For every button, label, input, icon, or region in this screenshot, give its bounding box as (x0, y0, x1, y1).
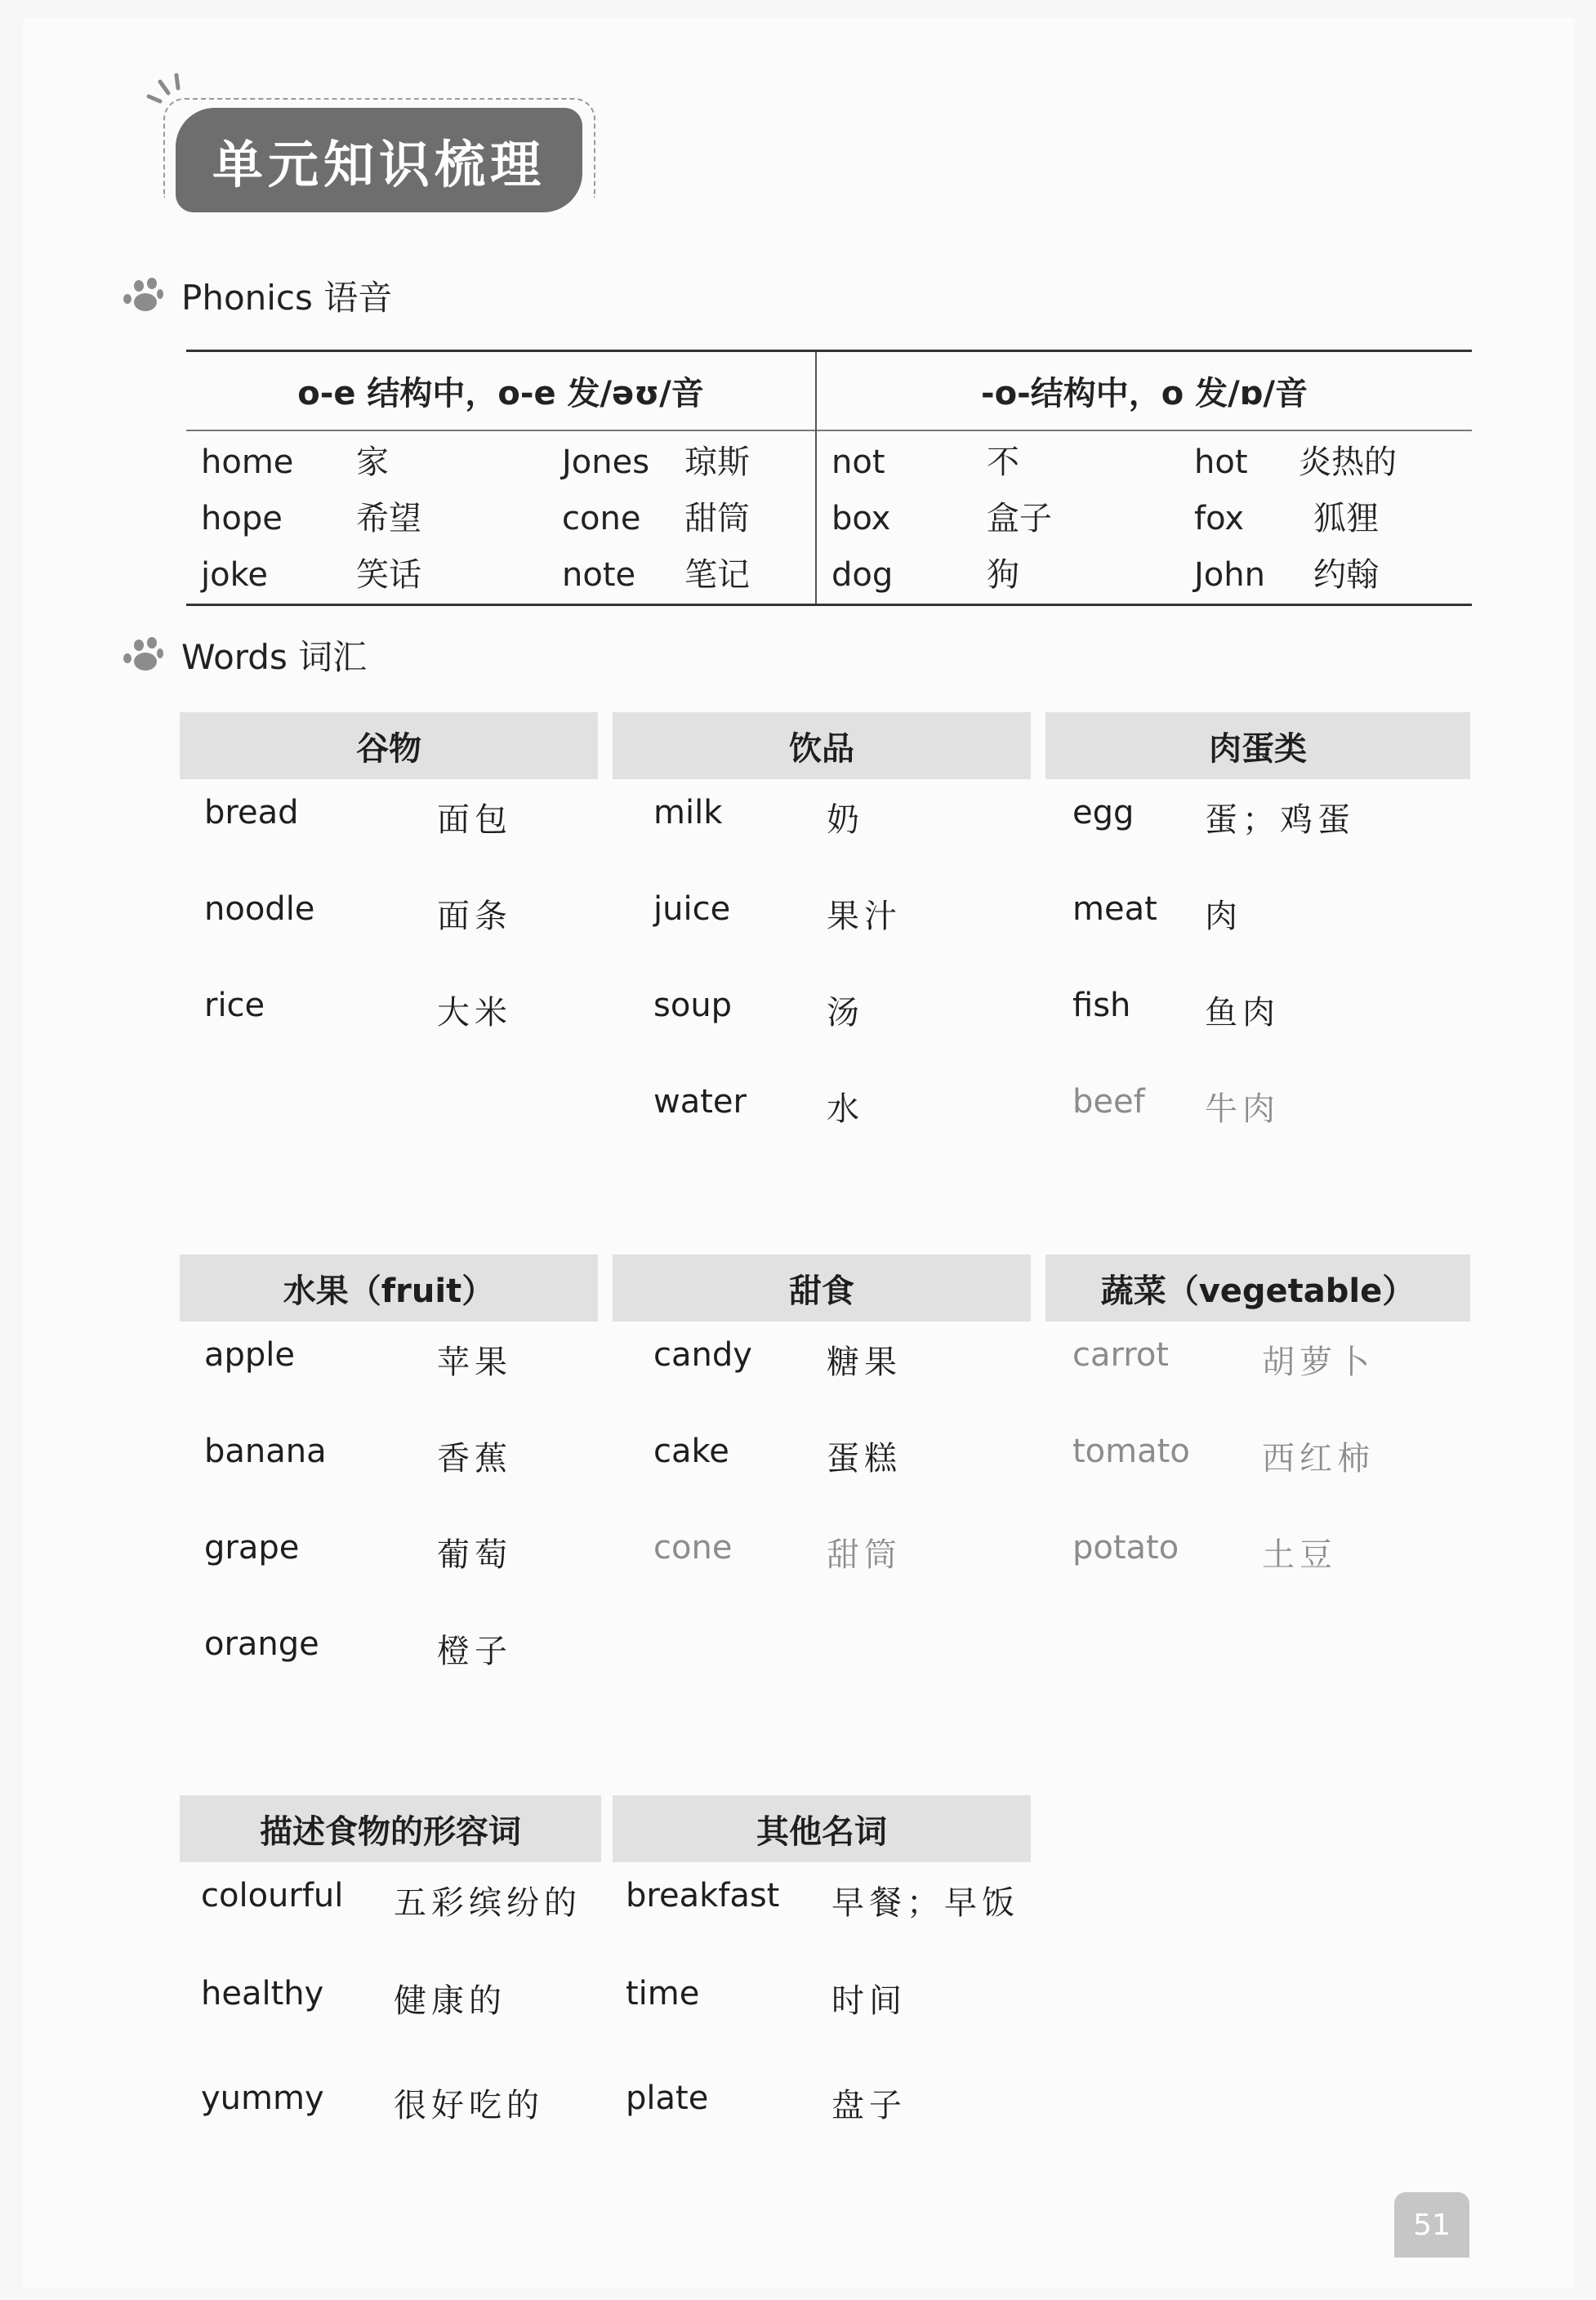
word-zh: 甜筒 (827, 1536, 902, 1574)
word-en: tomato (1072, 1433, 1190, 1470)
word-zh: 水 (827, 1090, 864, 1128)
phonics-word: hot (1194, 444, 1248, 481)
word-zh: 肉 (1205, 898, 1242, 935)
phonics-section-label: Phonics 语音 (181, 278, 393, 318)
phonics-right-header: -o-结构中，o 发/ɒ/音 (981, 375, 1308, 412)
phonics-word: box (831, 500, 891, 537)
category-title: 水果（fruit） (283, 1272, 495, 1310)
word-en: soup (653, 987, 733, 1024)
phonics-meaning: 炎热的 (1299, 444, 1397, 481)
phonics-word: joke (201, 556, 268, 594)
category-header-fruit (180, 1255, 598, 1322)
word-zh: 盘子 (831, 2087, 907, 2124)
category-title: 其他名词 (756, 1812, 887, 1851)
phonics-header-divider (186, 430, 1472, 431)
phonics-meaning: 约翰 (1313, 556, 1379, 594)
word-en: rice (204, 987, 265, 1024)
word-zh: 鱼肉 (1205, 994, 1280, 1032)
phonics-word: home (201, 444, 294, 481)
phonics-word: note (562, 556, 636, 594)
phonics-meaning: 笑话 (356, 556, 421, 594)
category-header-vegetable (1045, 1255, 1470, 1322)
words-section-header (121, 631, 367, 680)
word-en: beef (1072, 1083, 1145, 1121)
word-zh: 糖果 (827, 1344, 902, 1381)
category-header-sweets (613, 1255, 1031, 1322)
phonics-meaning: 琼斯 (684, 444, 750, 481)
word-zh: 香蕉 (437, 1440, 512, 1478)
word-en: time (626, 1975, 700, 2012)
phonics-word: not (831, 444, 885, 481)
title-block (163, 98, 596, 212)
word-zh: 五彩缤纷的 (394, 1884, 582, 1922)
word-zh: 健康的 (394, 1982, 506, 2020)
category-header-other-nouns (613, 1795, 1031, 1862)
word-zh: 橙子 (437, 1633, 512, 1670)
word-en: bread (204, 794, 299, 831)
word-en: egg (1072, 794, 1135, 831)
word-zh: 土豆 (1262, 1536, 1337, 1574)
category-header-drinks (613, 712, 1031, 779)
word-en: candy (653, 1336, 752, 1374)
word-en: fish (1072, 987, 1131, 1024)
word-zh: 大米 (437, 994, 512, 1032)
word-en: cone (653, 1529, 733, 1567)
phonics-meaning: 不 (987, 444, 1019, 481)
category-title: 饮品 (789, 729, 854, 768)
word-zh: 面包 (437, 801, 512, 839)
word-en: banana (204, 1433, 327, 1470)
word-zh: 苹果 (437, 1344, 512, 1381)
category-header-grain (180, 712, 598, 779)
word-en: colourful (201, 1877, 344, 1914)
word-en: meat (1072, 890, 1157, 928)
word-zh: 早餐；早饭 (831, 1884, 1019, 1922)
word-zh: 蛋糕 (827, 1440, 902, 1478)
paw-icon (121, 635, 163, 675)
phonics-word: John (1194, 556, 1265, 594)
word-en: yummy (201, 2079, 324, 2117)
phonics-section-header (121, 271, 392, 320)
word-en: grape (204, 1529, 300, 1567)
word-en: plate (626, 2079, 709, 2117)
word-zh: 汤 (827, 994, 864, 1032)
page-number: 51 (1394, 2192, 1469, 2258)
phonics-word: fox (1194, 500, 1244, 537)
word-en: cake (653, 1433, 729, 1470)
word-en: milk (653, 794, 723, 831)
category-header-adjectives (180, 1795, 601, 1862)
word-en: juice (653, 890, 731, 928)
word-zh: 时间 (831, 1982, 907, 2020)
phonics-word: cone (562, 500, 641, 537)
phonics-meaning: 希望 (356, 500, 421, 537)
category-title: 蔬菜（vegetable） (1100, 1272, 1415, 1310)
phonics-meaning: 狐狸 (1313, 500, 1379, 537)
phonics-meaning: 家 (356, 444, 389, 481)
category-title: 肉蛋类 (1209, 729, 1307, 768)
paw-icon (121, 276, 163, 315)
phonics-left-header: o-e 结构中，o-e 发/əʊ/音 (297, 375, 704, 412)
word-zh: 很好吃的 (394, 2087, 544, 2124)
category-title: 甜食 (789, 1272, 854, 1310)
phonics-meaning: 盒子 (987, 500, 1052, 537)
word-zh: 牛肉 (1205, 1090, 1280, 1128)
word-en: potato (1072, 1529, 1179, 1567)
phonics-word: Jones (562, 444, 650, 481)
word-zh: 胡萝卜 (1262, 1344, 1375, 1381)
word-en: carrot (1072, 1336, 1169, 1374)
category-title: 描述食物的形容词 (260, 1812, 521, 1851)
phonics-word: dog (831, 556, 894, 594)
word-en: healthy (201, 1975, 324, 2012)
phonics-word: hope (201, 500, 283, 537)
page-title: 单元知识梳理 (176, 108, 582, 212)
word-en: water (653, 1083, 747, 1121)
word-zh: 葡萄 (437, 1536, 512, 1574)
word-en: noodle (204, 890, 315, 928)
phonics-meaning: 甜筒 (684, 500, 750, 537)
word-en: apple (204, 1336, 296, 1374)
phonics-meaning: 笔记 (684, 556, 750, 594)
word-zh: 面条 (437, 898, 512, 935)
category-title: 谷物 (356, 729, 421, 768)
category-header-meat-egg (1045, 712, 1470, 779)
phonics-table (186, 350, 1472, 606)
word-en: orange (204, 1625, 319, 1663)
words-section-label: Words 词汇 (181, 637, 368, 677)
word-zh: 奶 (827, 801, 864, 839)
word-zh: 蛋；鸡蛋 (1205, 801, 1355, 839)
word-zh: 西红柿 (1262, 1440, 1375, 1478)
phonics-meaning: 狗 (987, 556, 1019, 594)
word-zh: 果汁 (827, 898, 902, 935)
word-en: breakfast (626, 1877, 780, 1914)
